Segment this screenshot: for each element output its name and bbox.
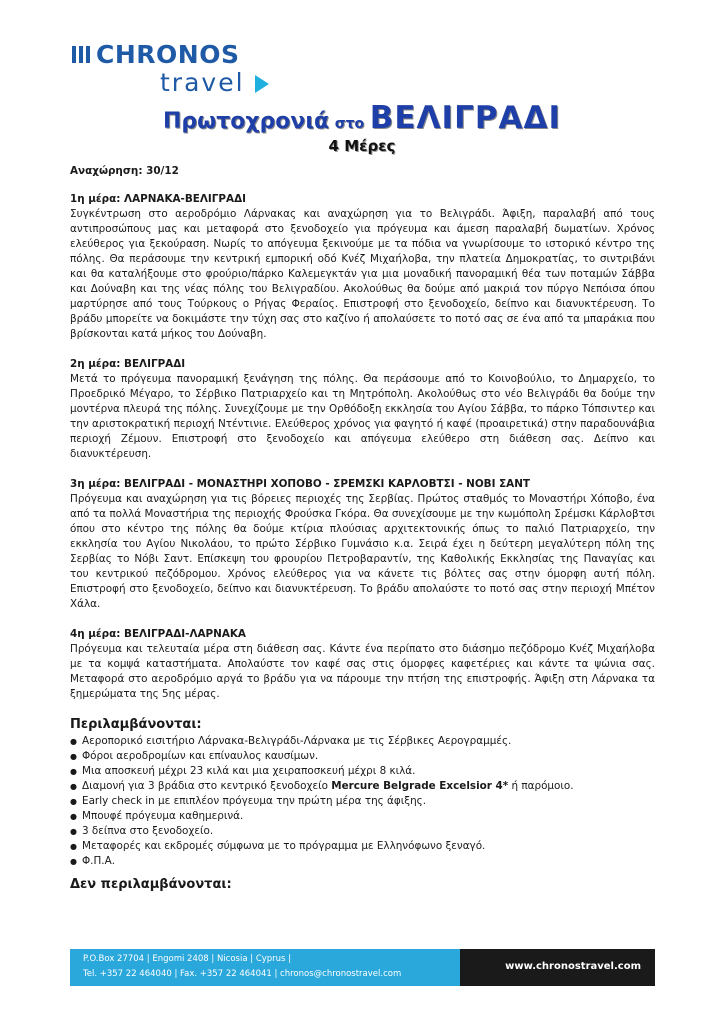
item-text: Αεροπορικό εισιτήριο Λάρνακα-Βελιγράδι-Λάρνακα με τις Σέρβικες Αερογραμμές. (82, 735, 512, 747)
list-item (70, 749, 655, 764)
list-item (70, 854, 655, 869)
footer-website-link[interactable]: www.chronostravel.com (505, 961, 641, 972)
day-text: Συγκέντρωση στο αεροδρόμιο Λάρνακας και αναχώρηση για το Βελιγράδι. Άφιξη, παραλαβή από τους αντιπροσώπους μας και μεταφορά στο ξενοδοχείο για πρόγευμα και άμεση παραλαβή δωματίων. Χρόνος ελεύθερος για ξεκούραση. Νωρίς το απόγευμα ξεκινούμε με τα πόδια να γνωρίσουμε το ιστορικό κέντρο της πόλης. Θα περάσουμε την κεντρική εμπορική οδό Κνέζ Μιχαήλοβα, την πλατεία Δημοκρατίας, το σιντριβάνι και θα καταλήξουμε στο φρούριο/πάρκο Καλεμεγκτάν για μια μοναδική πανοραμική θέα των ποταμών Σάββα και Δούναβη και της νέας πόλης του Βελιγραδίου. Ακολούθως θα δούμε από μακριά τον πύργο Νεπόισα όπου μαρτύρησε από τους Τούρκους ο Ρήγας Φεραίος. Επιστροφή στο ξενοδοχείο, δείπνο και διανυκτέρευση. Το βράδυ μπορείτε να δοκιμάστε την τύχη σας στο καζίνο ή απολαύσετε το ποτό σας σε ένα από τα μπαράκια που βρίσκονται κατά μήκος του Δούναβη. (70, 208, 655, 340)
day-text: Πρόγευμα και αναχώρηση για τις βόρειες περιοχές της Σερβίας. Πρώτος σταθμός το Μοναστήρι Χόποβο, ένα από τα πολλά Μοναστήρια της περιοχής Φρούσκα Γκόρα. Θα συνεχίσουμε με την κωμόπολη Σρέμσκι Κάρλοβτσι όπου στο κέντρο της πόλης θα δούμε κτίρια πλούσιας αρχιτεκτονικής όπως το παλιό Πατριαρχείο, την εκκλησία του Αγίου Νικολάου, το πρώτο Σέρβικο Γυμνάσιο κ.α. Σειρά έχει η δεύτερη μεγαλύτερη πόλη της Σερβίας το Νόβι Σαντ. Επίσκεψη του φρουρίου Πετροβαραντίν, της Καθολικής Εκκλησίας της Παναγίας και του κεντρικού πεζόδρομου. Χρόνος ελεύθερος για να κάνετε τις βόλτες σας στην όμορφη αυτή πόλη. Επιστροφή στο ξενοδοχείο, δείπνο και διανυκτέρευση. Το βράδυ απολαύστε το ποτό σας στην περιοχή Μπέτον Χάλα. (70, 493, 655, 610)
title-part2: στο (334, 116, 365, 132)
day-title: 1η μέρα: ΛΑΡΝΑΚΑ-ΒΕΛΙΓΡΑΔΙ (70, 193, 246, 205)
title-destination: ΒΕΛΙΓΡΑΔΙ (369, 100, 562, 136)
item-text: Διαμονή για 3 βράδια στο κεντρικό ξενοδοχείο (82, 780, 332, 792)
item-text: Μεταφορές και εκδρομές σύμφωνα με το πρόγραμμα με Ελληνόφωνο ξεναγό. (82, 840, 486, 852)
list-item (70, 824, 655, 839)
item-text: 3 δείπνα στο ξενοδοχείο. (82, 825, 214, 837)
duration-subtitle: 4 Μέρες (328, 137, 396, 155)
included-list (70, 734, 655, 869)
item-text: Early check in με επιπλέον πρόγευμα την πρώτη μέρα της άφιξης. (82, 795, 427, 807)
excluded-heading: Δεν περιλαμβάνονται: (70, 877, 232, 892)
itinerary-content (70, 164, 655, 892)
title-part1: Πρωτοχρονιά (162, 109, 330, 134)
day-title: 3η μέρα: ΒΕΛΙΓΡΑΔΙ - ΜΟΝΑΣΤΗΡΙ ΧΟΠΟΒΟ - ΣΡΕΜΣΚΙ ΚΑΡΛΟΒΤΣΙ - ΝΟΒΙ ΣΑΝΤ (70, 478, 530, 490)
footer-contact-panel (70, 949, 460, 986)
item-text: Μια αποσκευή μέχρι 23 κιλά και μια χειραποσκευή μέχρι 8 κιλά. (82, 765, 416, 777)
logo-bars-icon (72, 46, 90, 63)
day-title: 2η μέρα: ΒΕΛΙΓΡΑΔΙ (70, 358, 186, 370)
logo-sub: travel (160, 68, 245, 97)
included-heading: Περιλαμβάνονται: (70, 717, 202, 732)
company-logo (72, 40, 272, 100)
footer-contact: Tel. +357 22 464040 | Fax. +357 22 464041 | chronos@chronostravel.com (83, 969, 402, 979)
day-section (70, 477, 655, 612)
list-item (70, 839, 655, 854)
list-item (70, 794, 655, 809)
page-title (0, 100, 724, 136)
list-item (70, 779, 655, 794)
footer-address: P.O.Box 27704 | Engomi 2408 | Nicosia | Cyprus | (83, 954, 292, 964)
item-text: Φ.Π.Α. (82, 855, 116, 867)
day-section (70, 192, 655, 342)
play-arrow-icon (255, 75, 269, 93)
list-item (70, 809, 655, 824)
day-section (70, 357, 655, 462)
day-text: Πρόγευμα και τελευταία μέρα στη διάθεση σας. Κάντε ένα περίπατο στο διάσημο πεζόδρομο Κνέζ Μιχαήλοβα με τα κομψά καταστήματα. Απολαύστε τον καφέ σας στις όμορφες καφετέριες και κάντε τα ψώνια σας. Μεταφορά στο αεροδρόμιο αργά το βράδυ για να πάρουμε την πτήση της επιστροφής. Άφιξη στη Λάρνακα τα ξημερώματα της 5ης μέρας. (70, 643, 655, 700)
item-text: Μπουφέ πρόγευμα καθημερινά. (82, 810, 244, 822)
departure-date: Αναχώρηση: 30/12 (70, 165, 179, 177)
day-section (70, 627, 655, 702)
list-item (70, 734, 655, 749)
day-title: 4η μέρα: ΒΕΛΙΓΡΑΔΙ-ΛΑΡΝΑΚΑ (70, 628, 246, 640)
footer-bar (70, 949, 655, 986)
logo-brand: CHRONOS (96, 40, 240, 69)
item-text-suffix: ή παρόμοιο. (508, 780, 574, 792)
list-item (70, 764, 655, 779)
hotel-name: Mercure Belgrade Excelsior 4* (331, 780, 509, 792)
day-text: Μετά το πρόγευμα πανοραμική ξενάγηση της πόλης. Θα περάσουμε από το Κοινοβούλιο, το Δημαρχείο, το Προεδρικό Μέγαρο, το Σέρβικο Πατριαρχείο και τη Μητρόπολη. Ακολούθως στο νέο Βελιγράδι θα δούμε την μοντέρνα πλευρά της πόλης. Συνεχίζουμε με την Ορθόδοξη εκκλησία του Αγίου Σάββα, το πάρκο Τόπσιντερ και την αριστοκρατική περιοχή Ντέντινιε. Ελεύθερος χρόνος για φαγητό ή καφέ (προαιρετικά) στην παραδουνάβια περιοχή Ζέμουν. Επιστροφή στο ξενοδοχείο και απόγευμα ελεύθερο στη διάθεση σας. Δείπνο και διανυκτέρευση. (70, 373, 655, 460)
item-text: Φόροι αεροδρομίων και επίναυλος καυσίμων. (82, 750, 319, 762)
